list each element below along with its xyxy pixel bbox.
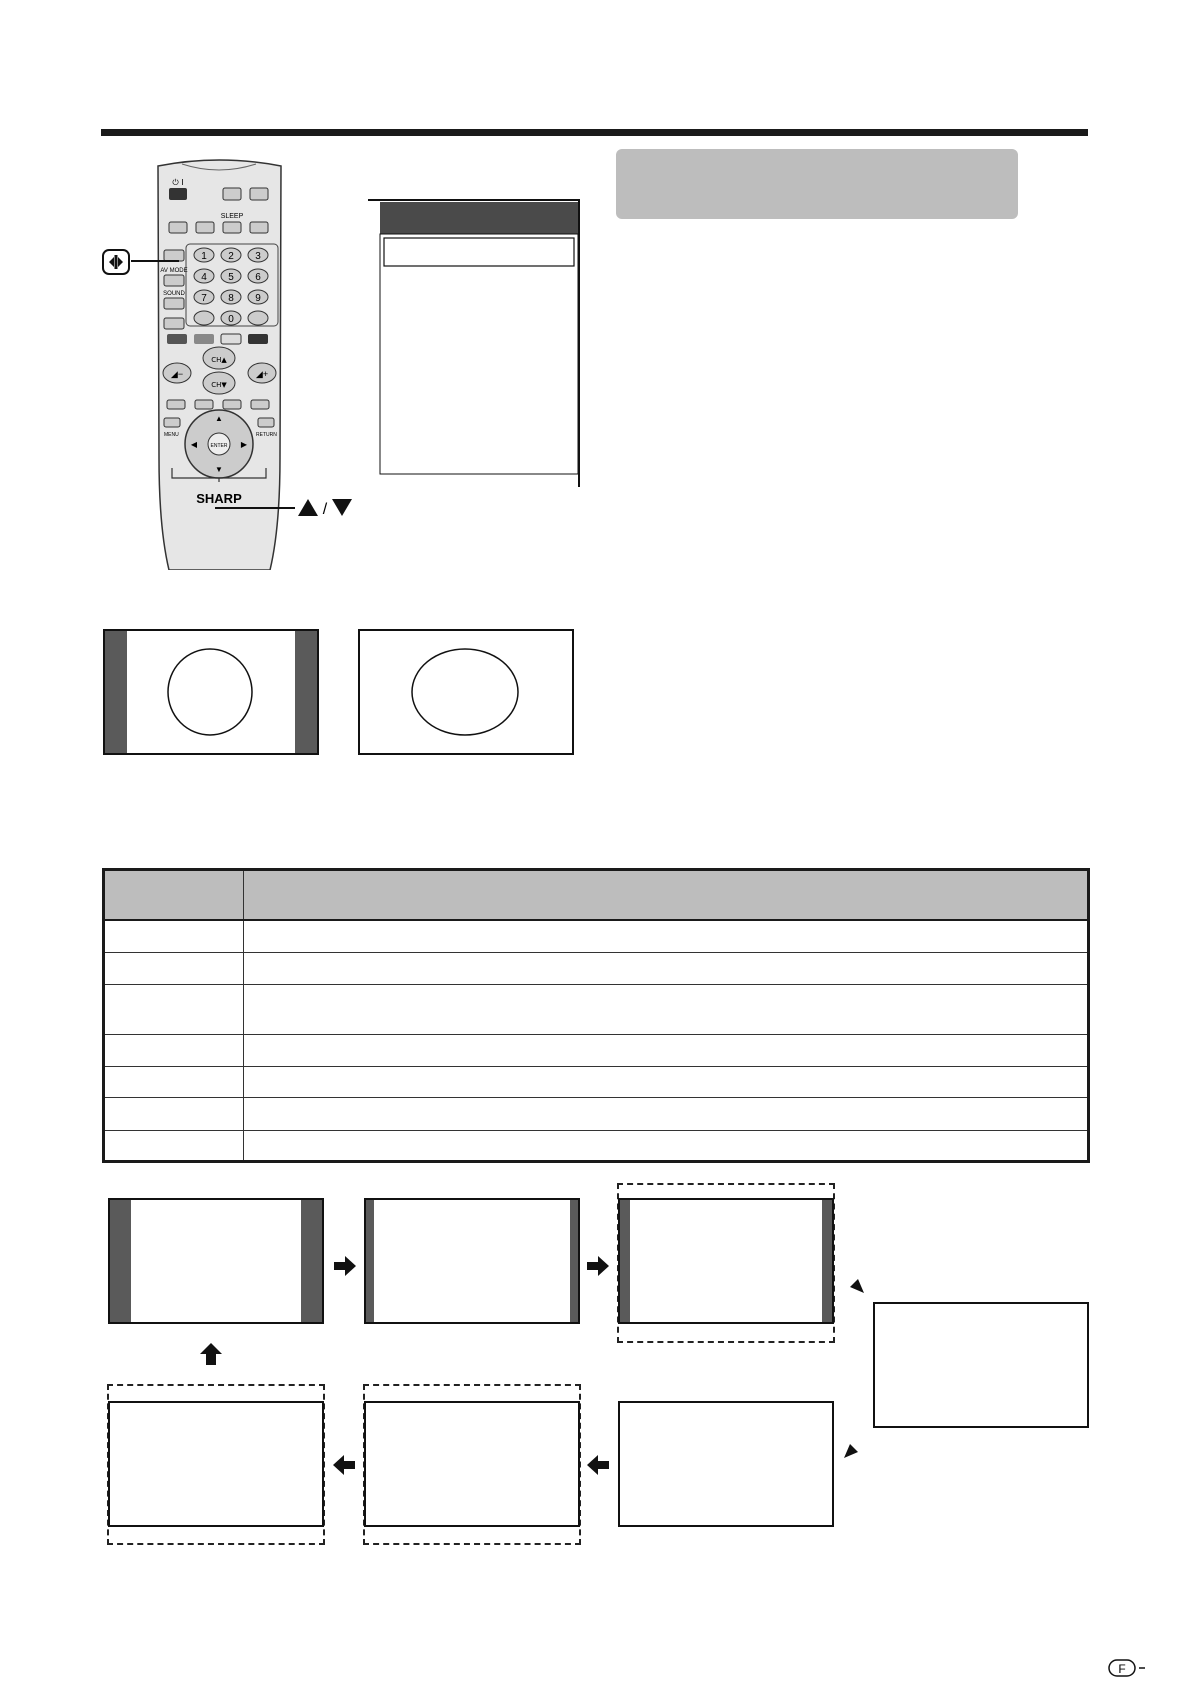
svg-text:ENTER: ENTER xyxy=(210,443,228,449)
top-rule xyxy=(101,129,1088,136)
svg-text:3: 3 xyxy=(255,251,261,262)
down-left-arrow-icon xyxy=(840,1437,866,1461)
right-arrow-icon xyxy=(332,1254,358,1278)
table-row xyxy=(104,1130,1089,1161)
svg-text:▲: ▲ xyxy=(215,414,223,423)
svg-text:◢+: ◢+ xyxy=(255,369,269,379)
svg-text:CH▼: CH▼ xyxy=(211,381,227,389)
table-row xyxy=(104,1066,1089,1097)
table-header-mode xyxy=(104,870,244,921)
left-arrow-icon xyxy=(585,1453,611,1477)
svg-text:SOUND: SOUND xyxy=(163,291,185,297)
sleep-label: SLEEP xyxy=(220,213,244,220)
aspect-mode-icon xyxy=(102,249,130,275)
svg-text:8: 8 xyxy=(228,293,234,304)
svg-text:◀: ◀ xyxy=(190,440,198,449)
up-arrow-icon xyxy=(198,1342,224,1366)
table-row xyxy=(104,920,1089,952)
svg-text:/: / xyxy=(322,501,328,518)
aspect-leader-line xyxy=(131,260,179,262)
svg-text:9: 9 xyxy=(255,293,261,304)
table-header-row xyxy=(104,870,1089,921)
sample-screen-full xyxy=(358,629,574,755)
menu-header xyxy=(380,202,578,234)
table-header-description xyxy=(244,870,1089,921)
svg-text:4: 4 xyxy=(201,272,207,283)
svg-text:7: 7 xyxy=(201,293,207,304)
table-row xyxy=(104,1097,1089,1130)
sample-screen-normal xyxy=(103,629,319,755)
power-button xyxy=(169,188,187,200)
right-arrow-icon xyxy=(585,1254,611,1278)
svg-text:F: F xyxy=(1118,1662,1126,1676)
osd-menu xyxy=(368,199,580,487)
flow-screen-2 xyxy=(364,1198,580,1324)
up-arrow-icon xyxy=(298,499,318,516)
brand-logo: SHARP xyxy=(196,491,242,506)
svg-text:5: 5 xyxy=(228,272,234,283)
left-arrow-icon xyxy=(331,1453,357,1477)
menu-selected-item xyxy=(384,238,574,266)
svg-text:MENU: MENU xyxy=(164,432,179,438)
flow-screen-5 xyxy=(618,1401,834,1527)
svg-text:2: 2 xyxy=(228,251,234,262)
svg-text:1: 1 xyxy=(201,251,207,262)
table-row xyxy=(104,952,1089,984)
down-right-arrow-icon xyxy=(842,1272,868,1296)
svg-text:⏻ I: ⏻ I xyxy=(172,178,184,187)
svg-text:RETURN: RETURN xyxy=(256,432,277,438)
svg-text:▼: ▼ xyxy=(215,465,223,474)
svg-text:CH▲: CH▲ xyxy=(211,356,227,364)
flow-screen-1 xyxy=(108,1198,324,1324)
flow-screen-3 xyxy=(618,1198,834,1324)
flow-screen-7 xyxy=(108,1401,324,1527)
arrows-leader-line xyxy=(215,507,295,509)
svg-text:▶: ▶ xyxy=(240,440,248,449)
table-row xyxy=(104,1034,1089,1066)
down-arrow-icon xyxy=(332,499,352,516)
flow-screen-4 xyxy=(873,1302,1089,1428)
svg-text:◢−: ◢− xyxy=(170,369,184,379)
flow-screen-6 xyxy=(364,1401,580,1527)
table-row xyxy=(104,984,1089,1034)
svg-text:6: 6 xyxy=(255,272,261,283)
page-language-badge xyxy=(1108,1659,1148,1677)
svg-text:AV MODE: AV MODE xyxy=(160,268,188,274)
up-down-arrows-callout xyxy=(296,496,358,520)
section-heading-box xyxy=(616,149,1018,219)
svg-text:0: 0 xyxy=(228,314,234,325)
modes-table xyxy=(102,868,1090,1162)
